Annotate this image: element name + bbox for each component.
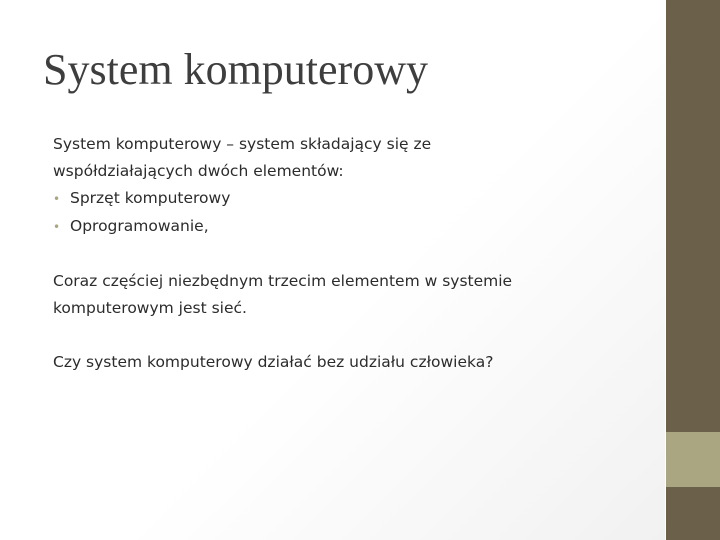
bullet-item xyxy=(53,213,643,241)
bullet-item xyxy=(53,185,643,213)
paragraph-2-line-1: Coraz częściej niezbędnym trzecim elementem w systemie xyxy=(53,272,513,290)
decorative-sidebar-accent xyxy=(666,432,720,487)
bullet-label: Oprogramowanie, xyxy=(70,217,209,235)
definition-text: – system składający się ze xyxy=(221,135,432,153)
term-label: System komputerowy xyxy=(53,135,222,153)
bullet-icon: • xyxy=(53,192,61,206)
slide-title: System komputerowy xyxy=(43,45,428,94)
slide-body xyxy=(53,131,643,376)
spacer xyxy=(53,322,643,349)
intro-line-2: współdziałających dwóch elementów: xyxy=(53,162,344,180)
question-text: Czy system komputerowy działać bez udziału człowieka? xyxy=(53,353,494,371)
paragraph-2-line-2: komputerowym jest sieć. xyxy=(53,299,247,317)
bullet-icon: • xyxy=(53,220,61,234)
bullet-label: Sprzęt komputerowy xyxy=(70,189,231,207)
intro-line-1 xyxy=(53,131,643,158)
spacer xyxy=(53,241,643,268)
